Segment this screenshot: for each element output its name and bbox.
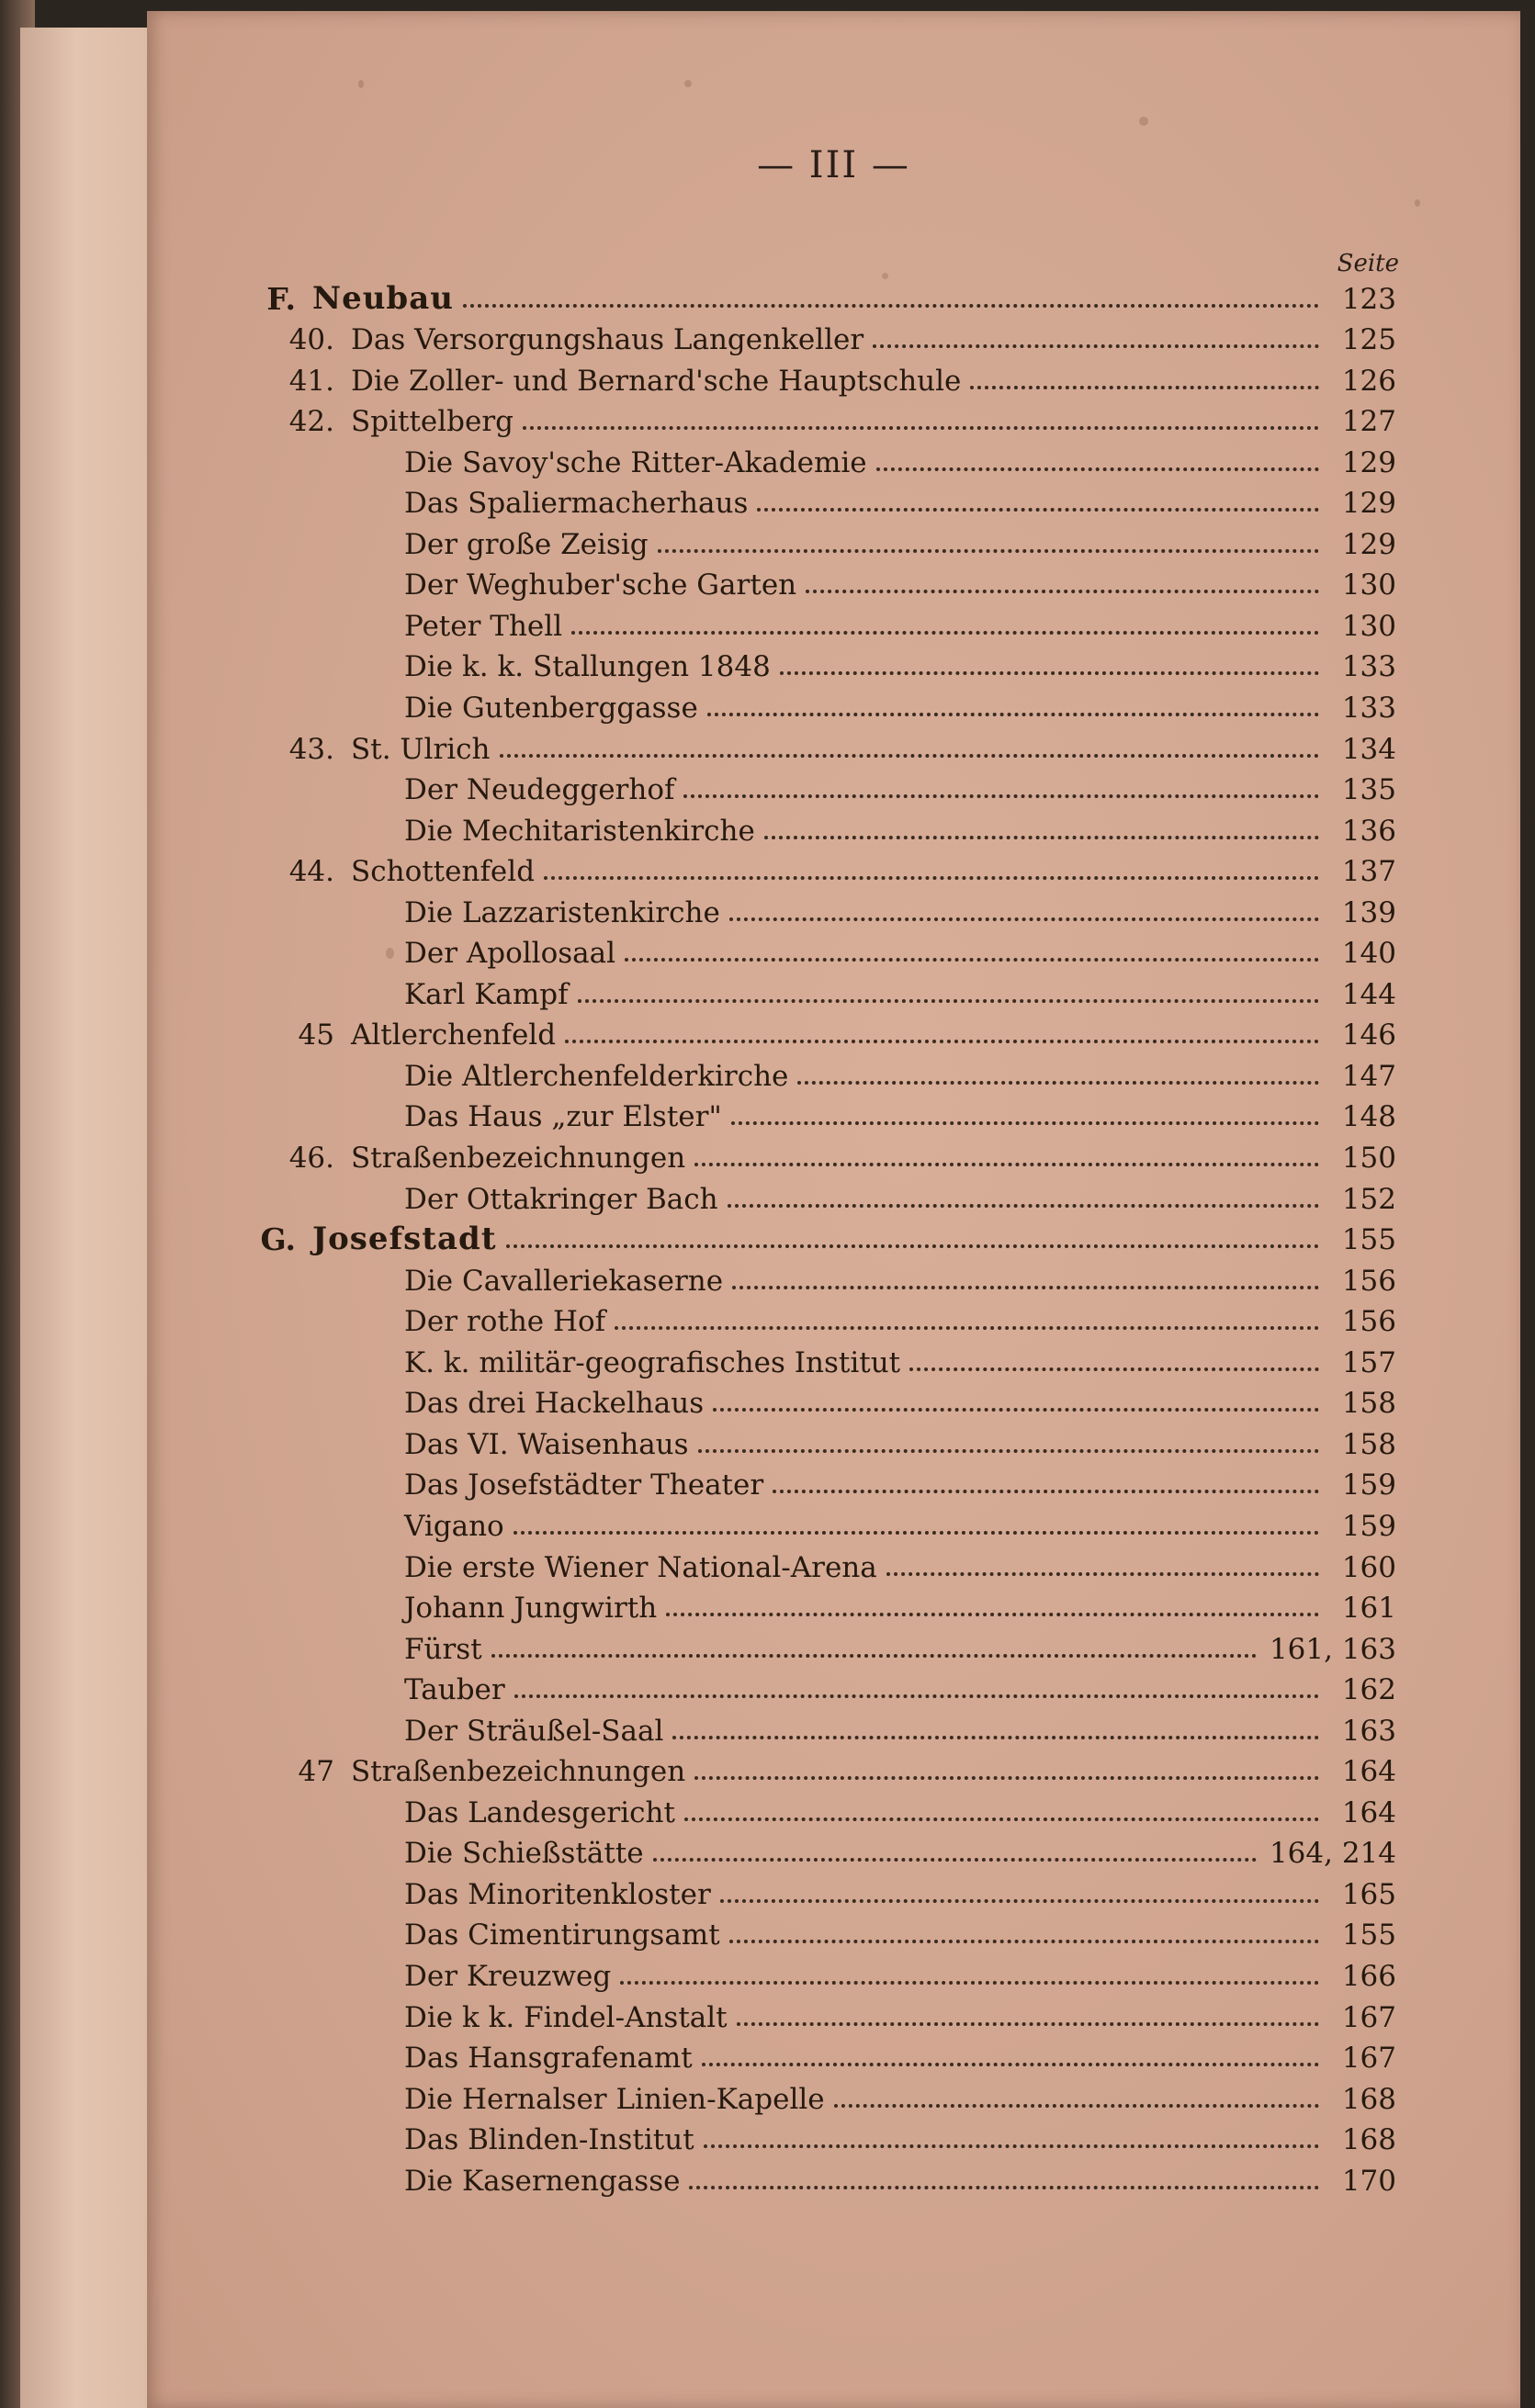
toc-page-number: 125 <box>1341 323 1396 357</box>
toc-entry-row <box>202 1746 1396 1787</box>
toc-page-number: 156 <box>1341 1305 1396 1339</box>
dot-leader <box>970 386 1319 389</box>
toc-entry-title: K. k. militär-geografisches Institut <box>404 1345 901 1379</box>
toc-entry-title: Fürst <box>404 1632 482 1666</box>
toc-entry-number: 41. <box>288 364 334 398</box>
toc-entry-number: 47 <box>298 1755 334 1789</box>
dot-leader <box>713 1408 1319 1412</box>
toc-page-number: 168 <box>1341 2123 1396 2157</box>
dot-leader <box>773 1490 1319 1493</box>
toc-entry-row <box>202 1991 1396 2032</box>
toc-entry-title: Spittelberg <box>351 405 514 439</box>
toc-page-number: 167 <box>1341 2042 1396 2076</box>
toc-page-number: 168 <box>1341 2082 1396 2116</box>
toc-entry-title: Die Mechitaristenkirche <box>404 814 755 848</box>
toc-title-wrap <box>404 2042 1332 2076</box>
toc-section-row <box>202 273 1396 317</box>
dot-leader <box>666 1613 1319 1616</box>
toc-entry-title: Die Zoller- und Bernard'sche Hauptschule <box>351 364 962 398</box>
toc-page-number: 129 <box>1341 527 1396 561</box>
dot-leader <box>514 1531 1319 1535</box>
toc-page-number: 157 <box>1341 1345 1396 1379</box>
toc-entry-row <box>202 600 1396 641</box>
toc-title-wrap <box>404 1100 1332 1134</box>
dot-leader <box>523 426 1319 430</box>
toc-title-wrap <box>404 527 1332 561</box>
dot-leader <box>737 2022 1319 2026</box>
dot-leader <box>702 2063 1319 2066</box>
toc-title-wrap <box>351 323 1332 357</box>
dot-leader <box>732 1286 1319 1289</box>
toc-entry-title: Altlerchenfeld <box>351 1018 557 1052</box>
toc-page-number: 129 <box>1341 445 1396 479</box>
toc-entry-title: Schottenfeld <box>351 855 536 889</box>
toc-page-number: 150 <box>1341 1142 1396 1176</box>
toc-page-number: 155 <box>1341 1919 1396 1952</box>
toc-entry-title: Das Spaliermacherhaus <box>404 487 749 521</box>
dot-leader <box>684 1817 1319 1821</box>
toc-title-wrap <box>312 1221 1332 1258</box>
toc-entry-title: Karl Kampf <box>404 977 569 1011</box>
toc-entry-row <box>202 1909 1396 1951</box>
toc-entry-title: Johann Jungwirth <box>404 1592 658 1626</box>
toc-page-number: 146 <box>1341 1018 1396 1052</box>
toc-title-wrap <box>404 937 1332 971</box>
dot-leader <box>672 1736 1319 1739</box>
toc-page-number: 159 <box>1341 1468 1396 1502</box>
toc-entry-title: Der rothe Hof <box>404 1305 606 1339</box>
toc-page-number: 159 <box>1341 1509 1396 1543</box>
toc-entry-row <box>202 478 1396 519</box>
toc-title-wrap <box>404 1921 1332 1950</box>
dot-leader <box>707 713 1319 716</box>
toc-title-wrap <box>404 1550 1332 1584</box>
toc-title-wrap <box>404 1468 1332 1502</box>
toc-title-wrap <box>404 1837 1270 1871</box>
toc-entry-title: Die Cavalleriekaserne <box>404 1264 724 1298</box>
toc-entry-row <box>202 968 1396 1009</box>
toc-title-wrap <box>351 855 1332 889</box>
dot-leader <box>720 1899 1319 1903</box>
paper-stain <box>1139 117 1148 126</box>
toc-entry-row <box>202 2073 1396 2114</box>
seite-column-label: Seite <box>1337 250 1399 277</box>
toc-entry-row <box>202 1336 1396 1378</box>
toc-entry-title: Das Landesgericht <box>404 1795 675 1829</box>
book-page <box>147 11 1520 2408</box>
dot-leader <box>886 1572 1319 1576</box>
toc-title-wrap <box>404 1059 1332 1093</box>
toc-entry-title: Das Blinden-Institut <box>404 2123 694 2157</box>
toc-page-number: 160 <box>1341 1550 1396 1584</box>
toc-entry-title: Das Haus „zur Elster" <box>404 1100 722 1134</box>
toc-entry-title: Die Schießstätte <box>404 1837 644 1871</box>
toc-section-letter: F. <box>266 280 296 317</box>
toc-page-number: 158 <box>1341 1427 1396 1461</box>
toc-page-number: 164 <box>1341 1795 1396 1829</box>
toc-page-number: 158 <box>1341 1387 1396 1421</box>
toc-entry-row <box>202 764 1396 805</box>
toc-entry-title: Das Josefstädter Theater <box>404 1468 764 1502</box>
toc-entry-row <box>202 396 1396 437</box>
dot-leader <box>729 1940 1319 1943</box>
dot-leader <box>731 1121 1319 1125</box>
toc-entry-row <box>202 1950 1396 1991</box>
toc-entry-row <box>202 886 1396 928</box>
toc-title-wrap <box>404 1264 1332 1298</box>
toc-entry-title: Die Altlerchenfelderkirche <box>404 1059 789 1093</box>
toc-entry-title: Der Apollosaal <box>404 937 616 971</box>
dot-leader <box>514 1694 1319 1698</box>
dot-leader <box>463 304 1319 308</box>
dot-leader <box>797 1081 1319 1085</box>
toc-page-number: 137 <box>1341 855 1396 889</box>
toc-page-number: 161, 163 <box>1269 1632 1396 1666</box>
toc-entry-title: Die Savoy'sche Ritter-Akademie <box>404 445 867 479</box>
toc-entry-row <box>202 1173 1396 1214</box>
table-of-contents <box>202 273 1396 2196</box>
dot-leader <box>653 1858 1257 1862</box>
toc-entry-title: Die k. k. Stallungen 1848 <box>404 650 771 684</box>
dot-leader <box>729 917 1319 921</box>
toc-entry-row <box>202 1868 1396 1909</box>
dot-leader <box>544 876 1319 880</box>
flyleaf-edge <box>20 28 158 2408</box>
toc-entry-row <box>202 1828 1396 1869</box>
dot-leader <box>694 1163 1319 1166</box>
dot-leader <box>780 671 1319 675</box>
toc-entry-title: Der Ottakringer Bach <box>404 1182 718 1216</box>
dot-leader <box>571 631 1319 635</box>
toc-entry-title: Vigano <box>404 1509 504 1543</box>
toc-entry-title: St. Ulrich <box>351 732 491 766</box>
dot-leader <box>876 467 1319 471</box>
toc-entry-number: 40. <box>288 323 334 357</box>
toc-title-wrap <box>404 650 1332 684</box>
toc-title-wrap <box>404 1305 1332 1339</box>
toc-title-wrap <box>404 2082 1332 2116</box>
toc-page-number: 161 <box>1341 1592 1396 1626</box>
dot-leader <box>620 1981 1319 1985</box>
toc-entry-row <box>202 2114 1396 2155</box>
toc-entry-row <box>202 354 1396 396</box>
toc-title-wrap <box>404 487 1332 521</box>
toc-title-wrap <box>404 609 1332 643</box>
toc-page-number: 155 <box>1341 1223 1396 1257</box>
toc-entry-row <box>202 1255 1396 1296</box>
toc-entry-number: 44. <box>288 855 334 889</box>
dot-leader <box>694 1776 1319 1780</box>
toc-entry-row <box>202 928 1396 969</box>
toc-page-number: 135 <box>1341 773 1396 807</box>
toc-entry-row <box>202 1091 1396 1132</box>
toc-entry-row <box>202 1009 1396 1051</box>
toc-page-number: 148 <box>1341 1100 1396 1134</box>
toc-section-row <box>202 1214 1396 1258</box>
toc-page-number: 126 <box>1341 364 1396 398</box>
dot-leader <box>873 344 1319 348</box>
toc-entry-number: 42. <box>288 405 334 439</box>
dot-leader <box>728 1204 1319 1208</box>
toc-entry-title: Das drei Hackelhaus <box>404 1387 705 1421</box>
toc-entry-row <box>202 1664 1396 1705</box>
toc-entry-row <box>202 1582 1396 1624</box>
toc-entry-title: Die Gutenberggasse <box>404 692 698 726</box>
toc-entry-row <box>202 314 1396 355</box>
toc-entry-title: Neubau <box>312 279 454 317</box>
dot-leader <box>698 1449 1319 1453</box>
toc-entry-title: Das Versorgungshaus Langenkeller <box>351 323 864 357</box>
toc-title-wrap <box>404 1714 1332 1748</box>
paper-stain <box>1415 199 1420 207</box>
dot-leader <box>806 590 1319 593</box>
toc-page-number: 133 <box>1341 650 1396 684</box>
page-number: — III — <box>757 144 910 186</box>
dot-leader <box>704 2144 1319 2148</box>
toc-entry-row <box>202 641 1396 682</box>
toc-entry-number: 45 <box>298 1018 334 1052</box>
toc-title-wrap <box>404 1632 1270 1666</box>
toc-entry-title: Der Sträußel-Saal <box>404 1714 664 1748</box>
toc-page-number: 166 <box>1341 1959 1396 1993</box>
toc-entry-title: Tauber <box>404 1673 505 1707</box>
toc-entry-row <box>202 1459 1396 1501</box>
toc-entry-row <box>202 1500 1396 1541</box>
toc-page-number: 147 <box>1341 1059 1396 1093</box>
toc-title-wrap <box>404 1182 1332 1216</box>
dot-leader <box>491 1654 1257 1658</box>
toc-title-wrap <box>351 1755 1332 1789</box>
toc-title-wrap <box>404 1427 1332 1461</box>
dot-leader <box>615 1326 1319 1330</box>
paper-stain <box>358 80 364 88</box>
toc-entry-row <box>202 1050 1396 1091</box>
toc-page-number: 140 <box>1341 937 1396 971</box>
toc-entry-title: Die Hernalser Linien-Kapelle <box>404 2082 825 2116</box>
toc-title-wrap <box>404 1592 1332 1626</box>
toc-entry-row <box>202 1541 1396 1582</box>
toc-page-number: 164 <box>1341 1755 1396 1789</box>
toc-title-wrap <box>404 1387 1332 1421</box>
toc-title-wrap <box>404 814 1332 848</box>
toc-entry-title: Das Minoritenkloster <box>404 1877 711 1911</box>
toc-entry-row <box>202 436 1396 478</box>
dot-leader <box>909 1367 1319 1371</box>
toc-entry-row <box>202 846 1396 887</box>
toc-title-wrap <box>351 732 1332 766</box>
toc-entry-row <box>202 2155 1396 2196</box>
toc-page-number: 130 <box>1341 568 1396 602</box>
toc-title-wrap <box>404 1959 1332 1993</box>
dot-leader <box>689 2186 1319 2189</box>
toc-entry-title: Das Cimentirungsamt <box>404 1919 720 1952</box>
toc-entry-title: Die k k. Findel-Anstalt <box>404 2000 728 2034</box>
toc-entry-title: Straßenbezeichnungen <box>351 1142 686 1176</box>
toc-entry-row <box>202 1418 1396 1459</box>
toc-entry-title: Straßenbezeichnungen <box>351 1755 686 1789</box>
toc-entry-row <box>202 805 1396 846</box>
toc-entry-title: Peter Thell <box>404 609 563 643</box>
toc-page-number: 164, 214 <box>1269 1837 1396 1871</box>
toc-entry-row <box>202 1296 1396 1337</box>
toc-entry-row <box>202 681 1396 726</box>
toc-title-wrap <box>351 1018 1332 1052</box>
toc-page-number: 136 <box>1341 814 1396 848</box>
toc-page-number: 152 <box>1341 1182 1396 1216</box>
toc-page-number: 156 <box>1341 1264 1396 1298</box>
dot-leader <box>625 958 1319 962</box>
toc-page-number: 139 <box>1341 895 1396 929</box>
toc-entry-title: Der große Zeisig <box>404 527 649 561</box>
dot-leader <box>658 549 1319 553</box>
toc-entry-row <box>202 1131 1396 1176</box>
toc-entry-row <box>202 1705 1396 1746</box>
dot-leader <box>578 999 1319 1003</box>
toc-entry-title: Der Neudeggerhof <box>404 773 675 807</box>
toc-title-wrap <box>404 568 1332 602</box>
toc-title-wrap <box>404 895 1332 929</box>
toc-entry-title: Das Hansgrafenamt <box>404 2042 693 2076</box>
toc-page-number: 163 <box>1341 1714 1396 1748</box>
toc-entry-title: Der Weghuber'sche Garten <box>404 568 797 602</box>
toc-title-wrap <box>404 445 1332 479</box>
toc-title-wrap <box>404 1509 1332 1543</box>
toc-entry-row <box>202 559 1396 601</box>
toc-title-wrap <box>404 1673 1332 1707</box>
toc-entry-row <box>202 1623 1396 1664</box>
toc-entry-row <box>202 723 1396 764</box>
toc-entry-title: Die Kasernengasse <box>404 2164 681 2198</box>
toc-page-number: 127 <box>1341 405 1396 439</box>
toc-entry-title: Die erste Wiener National-Arena <box>404 1550 877 1584</box>
toc-page-number: 162 <box>1341 1673 1396 1707</box>
toc-title-wrap <box>404 1877 1332 1911</box>
toc-page-number: 165 <box>1341 1877 1396 1911</box>
toc-page-number: 123 <box>1341 282 1396 316</box>
toc-entry-row <box>202 1378 1396 1419</box>
toc-title-wrap <box>351 1142 1332 1176</box>
paper-stain <box>684 80 692 87</box>
toc-entry-row <box>202 2032 1396 2074</box>
toc-page-number: 129 <box>1341 487 1396 521</box>
toc-title-wrap <box>404 692 1332 726</box>
dot-leader <box>500 754 1319 758</box>
toc-entry-title: Der Kreuzweg <box>404 1959 612 1993</box>
toc-entry-title: Das VI. Waisenhaus <box>404 1427 689 1461</box>
toc-title-wrap <box>404 977 1332 1011</box>
toc-title-wrap <box>351 364 1332 398</box>
toc-page-number: 167 <box>1341 2000 1396 2034</box>
toc-entry-row <box>202 1786 1396 1828</box>
toc-title-wrap <box>404 2000 1332 2034</box>
toc-title-wrap <box>351 405 1332 439</box>
toc-title-wrap <box>404 1345 1332 1379</box>
toc-page-number: 144 <box>1341 977 1396 1011</box>
toc-section-letter: G. <box>260 1221 296 1258</box>
toc-entry-title: Josefstadt <box>312 1221 497 1258</box>
toc-entry-row <box>202 518 1396 559</box>
dot-leader <box>506 1244 1319 1248</box>
toc-entry-title: Die Lazzaristenkirche <box>404 895 720 929</box>
toc-page-number: 170 <box>1341 2164 1396 2198</box>
toc-entry-number: 46. <box>288 1142 334 1176</box>
dot-leader <box>565 1040 1319 1043</box>
toc-title-wrap <box>404 1795 1332 1829</box>
toc-page-number: 134 <box>1341 732 1396 766</box>
dot-leader <box>683 794 1319 798</box>
dot-leader <box>764 836 1319 839</box>
toc-page-number: 133 <box>1341 692 1396 726</box>
toc-title-wrap <box>404 2123 1332 2157</box>
toc-title-wrap <box>404 2164 1332 2198</box>
dot-leader <box>834 2104 1319 2108</box>
toc-title-wrap <box>404 773 1332 807</box>
dot-leader <box>757 508 1319 512</box>
toc-page-number: 130 <box>1341 609 1396 643</box>
toc-title-wrap <box>312 279 1332 317</box>
toc-entry-number: 43. <box>288 732 334 766</box>
